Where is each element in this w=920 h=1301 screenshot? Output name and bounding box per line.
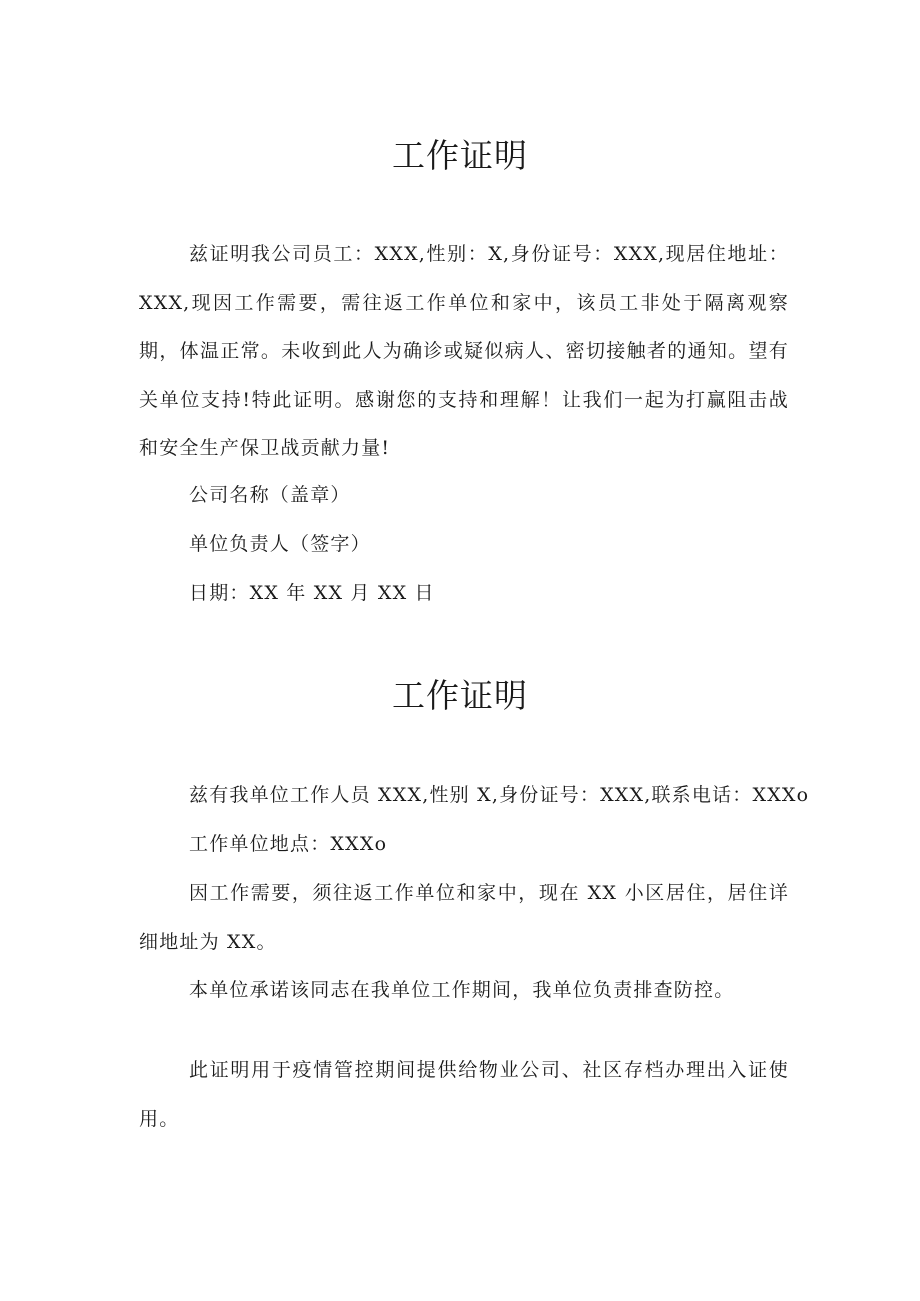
- certificate-2-purpose: 此证明用于疫情管控期间提供给物业公司、社区存档办理出入证使用。: [139, 1059, 789, 1130]
- certificate-2-intro: 兹有我单位工作人员 XXX,性别 X,身份证号：XXX,联系电话：XXXo: [189, 784, 810, 806]
- certificate-1-body: 兹证明我公司员工：XXX,性别：X,身份证号：XXX,现居住地址：XXX,现因工作需要，需往返工作单位和家中，该员工非处于隔离观察期，体温正常。未收到此人为确诊或疑似病人、密切接触者的通知。望有关单位支持!特此证明。感谢您的支持和理解！让我们一起为打赢阻击战和安全生产保卫战贡献力量!: [139, 243, 789, 459]
- certificate-2-commitment: 本单位承诺该同志在我单位工作期间，我单位负责排查防控。: [189, 979, 735, 1001]
- certificate-1-title: 工作证明: [392, 136, 528, 175]
- certificate-1-date: 日期：XX 年 XX 月 XX 日: [189, 582, 435, 604]
- certificate-1-responsible-person: 单位负责人（签字）: [189, 533, 371, 555]
- certificate-1-company-name: 公司名称（盖章）: [189, 484, 351, 506]
- certificate-2-work-location: 工作单位地点：XXXo: [189, 833, 388, 855]
- certificate-2-reason: 因工作需要，须往返工作单位和家中，现在 XX 小区居住，居住详细地址为 XX。: [139, 882, 789, 953]
- certificate-2-title: 工作证明: [392, 676, 528, 715]
